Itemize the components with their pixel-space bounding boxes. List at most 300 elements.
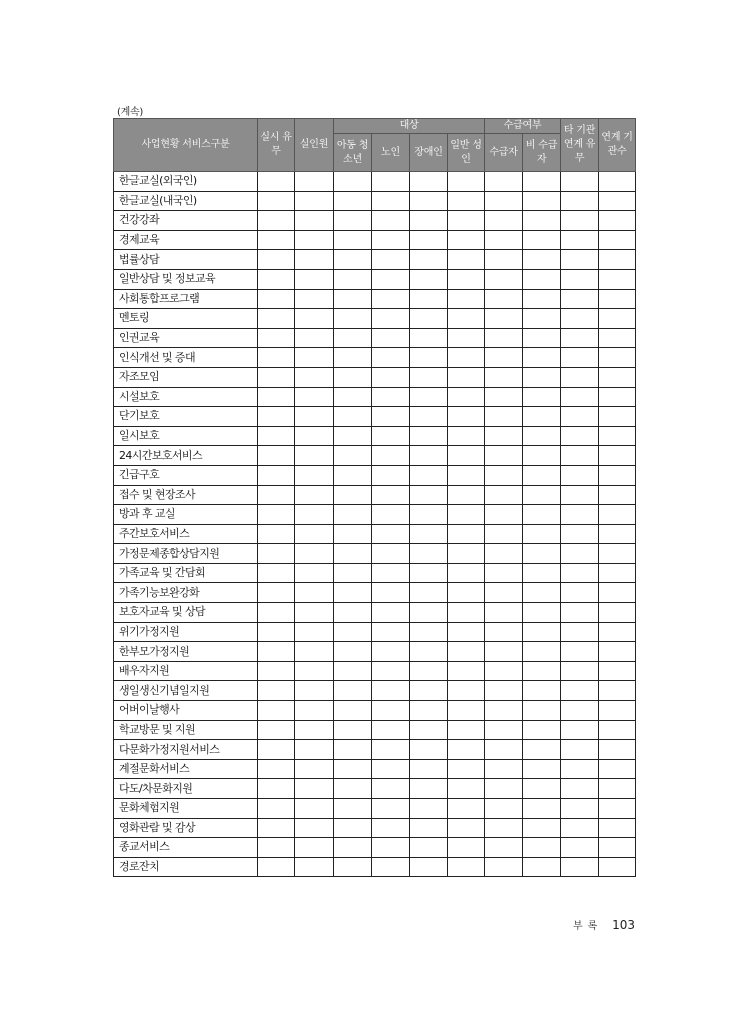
cell-target-adult[interactable] (448, 720, 485, 740)
cell-recipient-no[interactable] (523, 799, 561, 819)
cell-recipient-no[interactable] (523, 289, 561, 309)
cell-recipient-no[interactable] (523, 172, 561, 192)
cell-real-count[interactable] (295, 269, 334, 289)
cell-recipient-yes[interactable] (485, 465, 523, 485)
cell-executed[interactable] (258, 857, 295, 877)
cell-target-youth[interactable] (334, 779, 372, 799)
cell-target-elderly[interactable] (372, 485, 410, 505)
cell-recipient-yes[interactable] (485, 269, 523, 289)
cell-target-adult[interactable] (448, 544, 485, 564)
cell-executed[interactable] (258, 309, 295, 329)
cell-recipient-yes[interactable] (485, 838, 523, 858)
cell-real-count[interactable] (295, 642, 334, 662)
cell-target-youth[interactable] (334, 328, 372, 348)
cell-target-adult[interactable] (448, 583, 485, 603)
cell-target-youth[interactable] (334, 759, 372, 779)
cell-target-youth[interactable] (334, 583, 372, 603)
cell-linked-count[interactable] (599, 465, 636, 485)
cell-target-youth[interactable] (334, 269, 372, 289)
cell-recipient-no[interactable] (523, 505, 561, 525)
cell-target-youth[interactable] (334, 446, 372, 466)
cell-real-count[interactable] (295, 328, 334, 348)
cell-target-adult[interactable] (448, 446, 485, 466)
cell-linked[interactable] (561, 818, 599, 838)
cell-recipient-yes[interactable] (485, 681, 523, 701)
cell-target-adult[interactable] (448, 524, 485, 544)
cell-target-adult[interactable] (448, 818, 485, 838)
cell-real-count[interactable] (295, 603, 334, 623)
cell-recipient-yes[interactable] (485, 661, 523, 681)
cell-target-youth[interactable] (334, 720, 372, 740)
cell-linked-count[interactable] (599, 250, 636, 270)
cell-linked-count[interactable] (599, 544, 636, 564)
cell-executed[interactable] (258, 603, 295, 623)
cell-executed[interactable] (258, 348, 295, 368)
cell-target-adult[interactable] (448, 779, 485, 799)
cell-executed[interactable] (258, 230, 295, 250)
cell-target-adult[interactable] (448, 838, 485, 858)
cell-target-disabled[interactable] (410, 681, 448, 701)
cell-real-count[interactable] (295, 524, 334, 544)
cell-target-youth[interactable] (334, 642, 372, 662)
cell-target-disabled[interactable] (410, 818, 448, 838)
cell-target-disabled[interactable] (410, 269, 448, 289)
cell-linked-count[interactable] (599, 583, 636, 603)
cell-target-youth[interactable] (334, 524, 372, 544)
cell-linked-count[interactable] (599, 818, 636, 838)
cell-linked-count[interactable] (599, 446, 636, 466)
cell-target-elderly[interactable] (372, 838, 410, 858)
cell-target-elderly[interactable] (372, 269, 410, 289)
cell-linked-count[interactable] (599, 387, 636, 407)
cell-linked-count[interactable] (599, 779, 636, 799)
cell-executed[interactable] (258, 269, 295, 289)
cell-target-elderly[interactable] (372, 289, 410, 309)
cell-real-count[interactable] (295, 250, 334, 270)
cell-linked-count[interactable] (599, 857, 636, 877)
cell-target-disabled[interactable] (410, 348, 448, 368)
cell-linked-count[interactable] (599, 269, 636, 289)
cell-target-elderly[interactable] (372, 720, 410, 740)
cell-real-count[interactable] (295, 485, 334, 505)
cell-linked-count[interactable] (599, 172, 636, 192)
cell-linked-count[interactable] (599, 524, 636, 544)
cell-real-count[interactable] (295, 701, 334, 721)
cell-recipient-no[interactable] (523, 701, 561, 721)
cell-real-count[interactable] (295, 857, 334, 877)
cell-executed[interactable] (258, 367, 295, 387)
cell-recipient-yes[interactable] (485, 779, 523, 799)
cell-linked[interactable] (561, 367, 599, 387)
cell-target-elderly[interactable] (372, 779, 410, 799)
cell-recipient-yes[interactable] (485, 407, 523, 427)
cell-recipient-yes[interactable] (485, 387, 523, 407)
cell-target-disabled[interactable] (410, 799, 448, 819)
cell-linked[interactable] (561, 172, 599, 192)
cell-target-disabled[interactable] (410, 583, 448, 603)
cell-recipient-no[interactable] (523, 328, 561, 348)
cell-target-elderly[interactable] (372, 681, 410, 701)
cell-recipient-no[interactable] (523, 367, 561, 387)
cell-target-disabled[interactable] (410, 289, 448, 309)
cell-linked[interactable] (561, 642, 599, 662)
cell-target-disabled[interactable] (410, 661, 448, 681)
cell-executed[interactable] (258, 485, 295, 505)
cell-recipient-yes[interactable] (485, 720, 523, 740)
cell-linked[interactable] (561, 799, 599, 819)
cell-target-adult[interactable] (448, 622, 485, 642)
cell-real-count[interactable] (295, 407, 334, 427)
cell-linked[interactable] (561, 407, 599, 427)
cell-recipient-no[interactable] (523, 740, 561, 760)
cell-target-elderly[interactable] (372, 230, 410, 250)
cell-linked[interactable] (561, 505, 599, 525)
cell-linked[interactable] (561, 603, 599, 623)
cell-target-elderly[interactable] (372, 328, 410, 348)
cell-recipient-no[interactable] (523, 524, 561, 544)
cell-executed[interactable] (258, 818, 295, 838)
cell-target-adult[interactable] (448, 289, 485, 309)
cell-real-count[interactable] (295, 211, 334, 231)
cell-target-disabled[interactable] (410, 838, 448, 858)
cell-target-youth[interactable] (334, 485, 372, 505)
cell-recipient-no[interactable] (523, 759, 561, 779)
cell-target-disabled[interactable] (410, 465, 448, 485)
cell-linked[interactable] (561, 426, 599, 446)
cell-linked[interactable] (561, 857, 599, 877)
cell-recipient-yes[interactable] (485, 740, 523, 760)
cell-target-youth[interactable] (334, 191, 372, 211)
cell-real-count[interactable] (295, 426, 334, 446)
cell-executed[interactable] (258, 799, 295, 819)
cell-real-count[interactable] (295, 446, 334, 466)
cell-real-count[interactable] (295, 799, 334, 819)
cell-real-count[interactable] (295, 563, 334, 583)
cell-recipient-no[interactable] (523, 603, 561, 623)
cell-target-adult[interactable] (448, 309, 485, 329)
cell-target-disabled[interactable] (410, 563, 448, 583)
cell-linked[interactable] (561, 524, 599, 544)
cell-target-disabled[interactable] (410, 740, 448, 760)
cell-linked-count[interactable] (599, 211, 636, 231)
cell-linked-count[interactable] (599, 348, 636, 368)
cell-recipient-no[interactable] (523, 348, 561, 368)
cell-real-count[interactable] (295, 740, 334, 760)
cell-linked[interactable] (561, 622, 599, 642)
cell-executed[interactable] (258, 661, 295, 681)
cell-target-adult[interactable] (448, 681, 485, 701)
cell-target-youth[interactable] (334, 544, 372, 564)
cell-target-youth[interactable] (334, 230, 372, 250)
cell-recipient-yes[interactable] (485, 250, 523, 270)
cell-linked-count[interactable] (599, 328, 636, 348)
cell-target-adult[interactable] (448, 211, 485, 231)
cell-linked[interactable] (561, 250, 599, 270)
cell-real-count[interactable] (295, 348, 334, 368)
cell-executed[interactable] (258, 211, 295, 231)
cell-recipient-yes[interactable] (485, 446, 523, 466)
cell-target-disabled[interactable] (410, 701, 448, 721)
cell-target-adult[interactable] (448, 603, 485, 623)
cell-target-adult[interactable] (448, 387, 485, 407)
cell-linked-count[interactable] (599, 563, 636, 583)
cell-recipient-no[interactable] (523, 563, 561, 583)
cell-target-adult[interactable] (448, 465, 485, 485)
cell-target-adult[interactable] (448, 701, 485, 721)
cell-target-disabled[interactable] (410, 505, 448, 525)
cell-target-disabled[interactable] (410, 230, 448, 250)
cell-executed[interactable] (258, 465, 295, 485)
cell-target-adult[interactable] (448, 740, 485, 760)
cell-linked[interactable] (561, 740, 599, 760)
cell-target-adult[interactable] (448, 250, 485, 270)
cell-executed[interactable] (258, 642, 295, 662)
cell-target-adult[interactable] (448, 759, 485, 779)
cell-linked-count[interactable] (599, 661, 636, 681)
cell-recipient-no[interactable] (523, 818, 561, 838)
cell-recipient-yes[interactable] (485, 289, 523, 309)
cell-target-adult[interactable] (448, 563, 485, 583)
cell-target-adult[interactable] (448, 661, 485, 681)
cell-recipient-no[interactable] (523, 230, 561, 250)
cell-executed[interactable] (258, 779, 295, 799)
cell-linked[interactable] (561, 465, 599, 485)
cell-recipient-yes[interactable] (485, 642, 523, 662)
cell-recipient-no[interactable] (523, 681, 561, 701)
cell-executed[interactable] (258, 838, 295, 858)
cell-target-adult[interactable] (448, 172, 485, 192)
cell-real-count[interactable] (295, 387, 334, 407)
cell-linked-count[interactable] (599, 407, 636, 427)
cell-target-elderly[interactable] (372, 172, 410, 192)
cell-executed[interactable] (258, 681, 295, 701)
cell-target-youth[interactable] (334, 367, 372, 387)
cell-target-youth[interactable] (334, 172, 372, 192)
cell-linked-count[interactable] (599, 681, 636, 701)
cell-target-elderly[interactable] (372, 583, 410, 603)
cell-target-disabled[interactable] (410, 720, 448, 740)
cell-target-adult[interactable] (448, 407, 485, 427)
cell-target-disabled[interactable] (410, 446, 448, 466)
cell-target-disabled[interactable] (410, 426, 448, 446)
cell-target-youth[interactable] (334, 309, 372, 329)
cell-linked[interactable] (561, 387, 599, 407)
cell-recipient-yes[interactable] (485, 485, 523, 505)
cell-recipient-no[interactable] (523, 250, 561, 270)
cell-target-elderly[interactable] (372, 387, 410, 407)
cell-linked[interactable] (561, 838, 599, 858)
cell-recipient-yes[interactable] (485, 172, 523, 192)
cell-linked[interactable] (561, 661, 599, 681)
cell-real-count[interactable] (295, 681, 334, 701)
cell-executed[interactable] (258, 172, 295, 192)
cell-executed[interactable] (258, 740, 295, 760)
cell-linked-count[interactable] (599, 505, 636, 525)
cell-target-youth[interactable] (334, 563, 372, 583)
cell-real-count[interactable] (295, 191, 334, 211)
cell-linked-count[interactable] (599, 191, 636, 211)
cell-linked[interactable] (561, 485, 599, 505)
cell-target-elderly[interactable] (372, 426, 410, 446)
cell-target-disabled[interactable] (410, 642, 448, 662)
cell-real-count[interactable] (295, 544, 334, 564)
cell-real-count[interactable] (295, 583, 334, 603)
cell-target-disabled[interactable] (410, 407, 448, 427)
cell-linked-count[interactable] (599, 740, 636, 760)
cell-target-adult[interactable] (448, 485, 485, 505)
cell-target-disabled[interactable] (410, 309, 448, 329)
cell-target-youth[interactable] (334, 661, 372, 681)
cell-target-elderly[interactable] (372, 622, 410, 642)
cell-target-youth[interactable] (334, 426, 372, 446)
cell-recipient-yes[interactable] (485, 367, 523, 387)
cell-target-youth[interactable] (334, 603, 372, 623)
cell-target-youth[interactable] (334, 211, 372, 231)
cell-target-elderly[interactable] (372, 407, 410, 427)
cell-recipient-no[interactable] (523, 387, 561, 407)
cell-executed[interactable] (258, 622, 295, 642)
cell-target-disabled[interactable] (410, 622, 448, 642)
cell-recipient-yes[interactable] (485, 583, 523, 603)
cell-recipient-no[interactable] (523, 622, 561, 642)
cell-real-count[interactable] (295, 367, 334, 387)
cell-recipient-yes[interactable] (485, 544, 523, 564)
cell-recipient-yes[interactable] (485, 857, 523, 877)
cell-target-adult[interactable] (448, 269, 485, 289)
cell-target-youth[interactable] (334, 857, 372, 877)
cell-target-youth[interactable] (334, 681, 372, 701)
cell-recipient-no[interactable] (523, 485, 561, 505)
cell-linked-count[interactable] (599, 701, 636, 721)
cell-target-youth[interactable] (334, 799, 372, 819)
cell-recipient-yes[interactable] (485, 818, 523, 838)
cell-real-count[interactable] (295, 759, 334, 779)
cell-target-elderly[interactable] (372, 191, 410, 211)
cell-linked-count[interactable] (599, 838, 636, 858)
cell-target-disabled[interactable] (410, 211, 448, 231)
cell-executed[interactable] (258, 505, 295, 525)
cell-linked-count[interactable] (599, 799, 636, 819)
cell-linked-count[interactable] (599, 289, 636, 309)
cell-recipient-yes[interactable] (485, 191, 523, 211)
cell-target-elderly[interactable] (372, 740, 410, 760)
cell-recipient-no[interactable] (523, 661, 561, 681)
cell-linked[interactable] (561, 681, 599, 701)
cell-executed[interactable] (258, 289, 295, 309)
cell-target-youth[interactable] (334, 505, 372, 525)
cell-target-elderly[interactable] (372, 505, 410, 525)
cell-recipient-yes[interactable] (485, 348, 523, 368)
cell-real-count[interactable] (295, 465, 334, 485)
cell-recipient-no[interactable] (523, 211, 561, 231)
cell-linked-count[interactable] (599, 603, 636, 623)
cell-target-elderly[interactable] (372, 367, 410, 387)
cell-target-youth[interactable] (334, 701, 372, 721)
cell-target-elderly[interactable] (372, 661, 410, 681)
cell-recipient-no[interactable] (523, 857, 561, 877)
cell-recipient-no[interactable] (523, 544, 561, 564)
cell-recipient-yes[interactable] (485, 759, 523, 779)
cell-target-disabled[interactable] (410, 603, 448, 623)
cell-executed[interactable] (258, 583, 295, 603)
cell-target-disabled[interactable] (410, 191, 448, 211)
cell-executed[interactable] (258, 387, 295, 407)
cell-target-elderly[interactable] (372, 544, 410, 564)
cell-real-count[interactable] (295, 505, 334, 525)
cell-target-elderly[interactable] (372, 642, 410, 662)
cell-linked-count[interactable] (599, 622, 636, 642)
cell-recipient-no[interactable] (523, 407, 561, 427)
cell-target-elderly[interactable] (372, 799, 410, 819)
cell-target-elderly[interactable] (372, 818, 410, 838)
cell-real-count[interactable] (295, 818, 334, 838)
cell-target-disabled[interactable] (410, 759, 448, 779)
cell-recipient-yes[interactable] (485, 309, 523, 329)
cell-real-count[interactable] (295, 309, 334, 329)
cell-target-elderly[interactable] (372, 446, 410, 466)
cell-executed[interactable] (258, 328, 295, 348)
cell-target-disabled[interactable] (410, 367, 448, 387)
cell-target-elderly[interactable] (372, 603, 410, 623)
cell-linked-count[interactable] (599, 642, 636, 662)
cell-recipient-no[interactable] (523, 426, 561, 446)
cell-target-elderly[interactable] (372, 857, 410, 877)
cell-real-count[interactable] (295, 779, 334, 799)
cell-target-disabled[interactable] (410, 328, 448, 348)
cell-target-adult[interactable] (448, 426, 485, 446)
cell-linked-count[interactable] (599, 367, 636, 387)
cell-recipient-no[interactable] (523, 583, 561, 603)
cell-target-adult[interactable] (448, 367, 485, 387)
cell-target-youth[interactable] (334, 740, 372, 760)
cell-recipient-yes[interactable] (485, 426, 523, 446)
cell-target-youth[interactable] (334, 387, 372, 407)
cell-linked[interactable] (561, 309, 599, 329)
cell-real-count[interactable] (295, 230, 334, 250)
cell-linked[interactable] (561, 328, 599, 348)
cell-recipient-no[interactable] (523, 779, 561, 799)
cell-recipient-yes[interactable] (485, 563, 523, 583)
cell-target-youth[interactable] (334, 838, 372, 858)
cell-executed[interactable] (258, 759, 295, 779)
cell-linked[interactable] (561, 759, 599, 779)
cell-linked[interactable] (561, 701, 599, 721)
cell-target-disabled[interactable] (410, 250, 448, 270)
cell-executed[interactable] (258, 701, 295, 721)
cell-target-adult[interactable] (448, 230, 485, 250)
cell-linked[interactable] (561, 230, 599, 250)
cell-target-disabled[interactable] (410, 387, 448, 407)
cell-recipient-yes[interactable] (485, 799, 523, 819)
cell-target-youth[interactable] (334, 250, 372, 270)
cell-target-elderly[interactable] (372, 759, 410, 779)
cell-recipient-no[interactable] (523, 465, 561, 485)
cell-real-count[interactable] (295, 172, 334, 192)
cell-target-disabled[interactable] (410, 485, 448, 505)
cell-linked[interactable] (561, 779, 599, 799)
cell-linked[interactable] (561, 269, 599, 289)
cell-recipient-no[interactable] (523, 269, 561, 289)
cell-target-adult[interactable] (448, 642, 485, 662)
cell-executed[interactable] (258, 544, 295, 564)
cell-linked[interactable] (561, 191, 599, 211)
cell-target-disabled[interactable] (410, 524, 448, 544)
cell-target-disabled[interactable] (410, 779, 448, 799)
cell-recipient-no[interactable] (523, 720, 561, 740)
cell-recipient-yes[interactable] (485, 622, 523, 642)
cell-target-youth[interactable] (334, 818, 372, 838)
cell-linked-count[interactable] (599, 309, 636, 329)
